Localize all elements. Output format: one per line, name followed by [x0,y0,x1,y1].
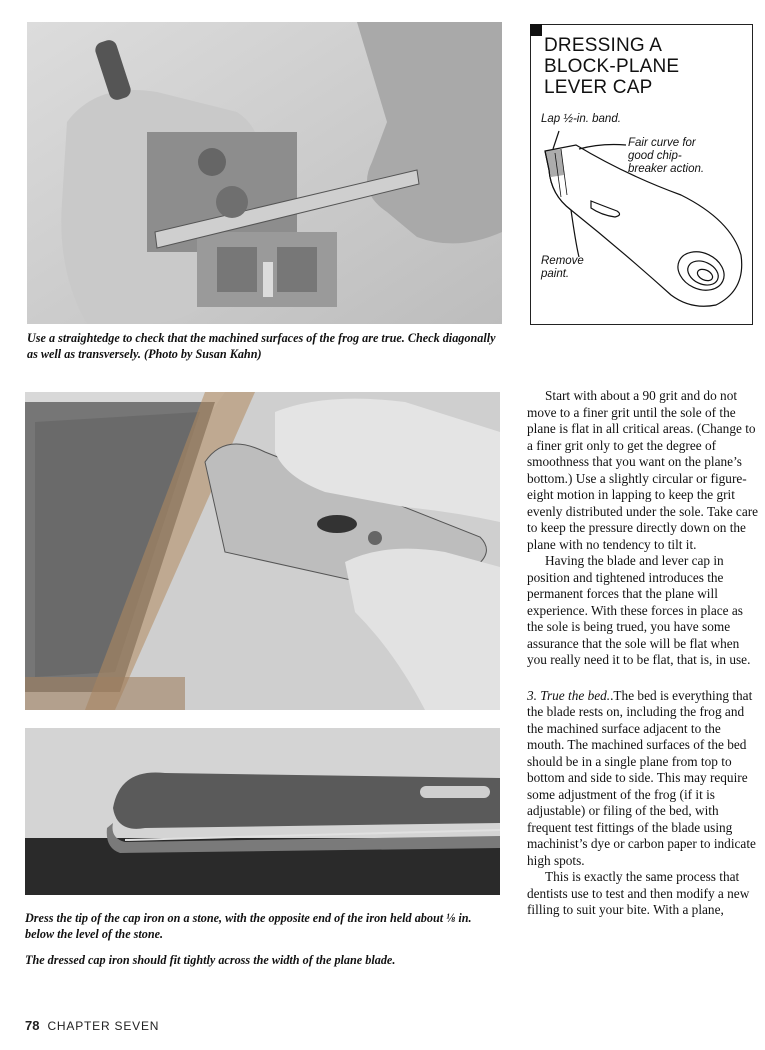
page-footer [25,1018,159,1033]
sidebar-lever-cap [530,24,753,325]
paragraph: Having the blade and lever cap in position and tightened introduces the permanent forces that the plane will experience. With these forces in place as the sole is being trued, you have some assurance that the sole will be flat when you really need it to be flat, that is, in use. [527,553,751,667]
paragraph-true-the-bed: 3. True the bed..The bed is everything that the blade rests on, including the frog and the machined surface adjacent to the mouth. The machined surfaces of the bed should be in a single plane from top to bottom and side to side. This may require some adjustment of the frog (if it is adjustable) or filing of the bed, with frequent test fittings of the blade using machinist’s dye or carbon paper to indicate high spots. [527,687,756,868]
sidebar-title [544,35,744,98]
label-remove-paint: Remove paint. [541,255,584,280]
chapter-label: CHAPTER SEVEN [47,1019,160,1033]
step-heading: 3. True the bed. [527,687,611,703]
caption-frog: Use a straightedge to check that the machined surfaces of the frog are true. Check diagonally as well as transversely. (Photo by Susan Kahn) [27,331,496,361]
page-number: 78 [25,1018,40,1033]
sidebar-corner-mark [530,24,542,36]
paragraph: This is exactly the same process that dentists use to test and then modify a new filling to suit your bite. With a plane, [527,869,750,917]
caption-cap-iron-fit: The dressed cap iron should fit tightly across the width of the plane blade. [25,953,396,967]
sidebar-title-line: BLOCK-PLANE [544,56,680,77]
sidebar-title-line: LEVER CAP [544,77,653,98]
body-text-column [527,388,759,919]
paragraph: Start with about a 90 grit and do not move to a finer grit until the sole of the plane is flat in all critical areas. (Change to a finer grit only to get the degree of smoothness that you want on the plane’s bottom.) Use a slightly circular or figure-eight motion in lapping to keep the grit evenly distributed under the sole. Take care to keep the pressure directly down on the plane with no tendency to tilt it. [527,388,759,552]
label-fair-curve: Fair curve for good chip- breaker action. [628,137,705,175]
photo-dressed-cap-iron [25,728,500,895]
caption-cap-iron-stone: Dress the tip of the cap iron on a stone, with the opposite end of the iron held about ⅛ in. below the level of the stone. [25,911,472,941]
photo-lapping-lever-cap [25,392,500,710]
photo-straightedge-frog [27,22,502,324]
label-lap-band: Lap ½-in. band. [541,113,621,125]
sidebar-title-line: DRESSING A [544,35,663,56]
